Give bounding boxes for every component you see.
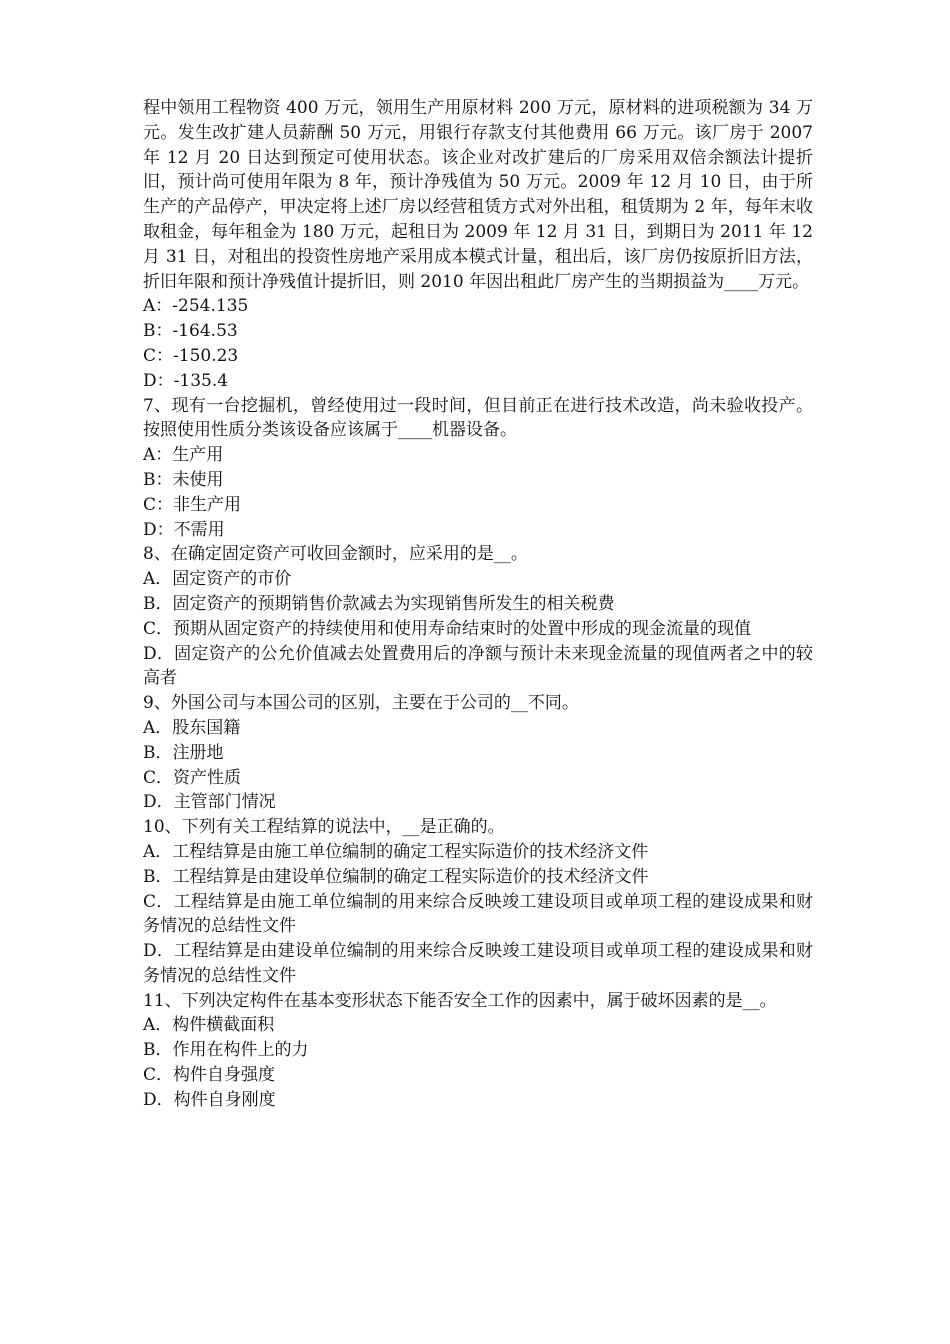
question-stem: 7、现有一台挖掘机，曾经使用过一段时间，但目前正在进行技术改造，尚未验收投产。按照使用性质分类该设备应该属于____机器设备。: [143, 395, 813, 441]
option-c: C．工程结算是由施工单位编制的用来综合反映竣工建设项目或单项工程的建设成果和财务情况的总结性文件: [143, 891, 813, 937]
option-a: A．固定资产的市价: [143, 569, 292, 590]
option-b: B．固定资产的预期销售价款减去为实现销售所发生的相关税费: [143, 593, 615, 614]
question-stem: 8、在确定固定资产可收回金额时，应采用的是__。: [143, 544, 528, 565]
option-c: C．构件自身强度: [143, 1065, 276, 1086]
question-8: [143, 542, 813, 691]
option-b: B：未使用: [143, 469, 224, 490]
question-stem: 11、下列决定构件在基本变形状态下能否安全工作的因素中，属于破坏因素的是__。: [143, 990, 777, 1011]
option-d: D．工程结算是由建设单位编制的用来综合反映竣工建设项目或单项工程的建设成果和财务情况的总结性文件: [143, 941, 813, 986]
question-9: [143, 691, 813, 815]
question-stem: 程中领用工程物资 400 万元，领用生产用原材料 200 万元，原材料的进项税额为 34 万元。发生改扩建人员薪酬 50 万元，用银行存款支付其他费用 66 万元。该厂房于 2007 年 12 月 20 日达到预定可使用状态。该企业对改扩建后的厂房采用双倍余额法计提折旧，预计尚可使用年限为 8 年，预计净残值为 50 万元。2009 年 12 月 10 日，由于所生产的产品停产，甲决定将上述厂房以经营租赁方式对外出租，租赁期为 2 年，每年末收取租金，每年租金为 180 万元，起租日为 2009 年 12 月 31 日，到期日为 2011 年 12 月 31 日，对租出的投资性房地产采用成本模式计量，租出后，该厂房仍按原折旧方法，折旧年限和预计净残值计提折旧，则 2010 年因出租此厂房产生的当期损益为____万元。: [143, 98, 813, 292]
option-b: B．工程结算是由建设单位编制的确定工程实际造价的技术经济文件: [143, 866, 649, 887]
question-11: [143, 989, 813, 1113]
option-a: A．构件横截面积: [143, 1015, 275, 1036]
option-a: A：生产用: [143, 445, 224, 466]
option-a: A．工程结算是由施工单位编制的确定工程实际造价的技术经济文件: [143, 841, 649, 862]
question-stem: 9、外国公司与本国公司的区别，主要在于公司的__不同。: [143, 693, 579, 714]
question-continued: [143, 96, 813, 394]
option-a: A：-254.135: [143, 296, 249, 317]
option-d: D．构件自身刚度: [143, 1089, 276, 1110]
option-b: B．注册地: [143, 742, 224, 763]
option-b: B．作用在构件上的力: [143, 1040, 309, 1061]
option-d: D：-135.4: [143, 370, 229, 391]
option-c: C．资产性质: [143, 767, 242, 788]
option-b: B：-164.53: [143, 321, 238, 342]
option-a: A．股东国籍: [143, 717, 241, 738]
option-c: C：非生产用: [143, 494, 242, 515]
option-d: D．主管部门情况: [143, 792, 276, 813]
option-d: D．固定资产的公允价值减去处置费用后的净额与预计未来现金流量的现值两者之中的较高者: [143, 643, 813, 689]
option-c: C：-150.23: [143, 345, 239, 366]
question-10: [143, 815, 813, 989]
question-stem: 10、下列有关工程结算的说法中，__是正确的。: [143, 817, 505, 838]
option-d: D：不需用: [143, 519, 225, 540]
document-page: [143, 96, 813, 1113]
question-7: [143, 394, 813, 543]
option-c: C．预期从固定资产的持续使用和使用寿命结束时的处置中形成的现金流量的现值: [143, 618, 752, 639]
